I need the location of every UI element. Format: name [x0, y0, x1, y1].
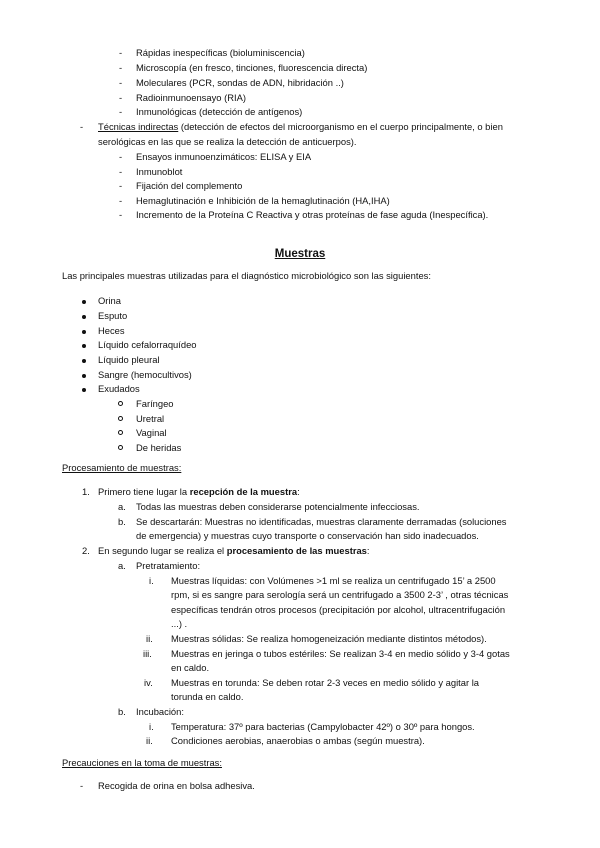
indirect-techniques-line — [98, 121, 503, 133]
sub-list-item: De heridas — [136, 442, 182, 453]
list-item: Ensayos inmunoenzimáticos: ELISA y EIA — [136, 151, 312, 162]
list-item: Exudados — [98, 383, 140, 394]
procesamiento-heading: Procesamiento de muestras: — [62, 462, 182, 473]
list-marker: a. — [118, 560, 126, 571]
dash-marker: - — [119, 166, 123, 177]
list-item: Sangre (hemocultivos) — [98, 369, 192, 380]
step2-a-i-cont: ...) . — [171, 618, 188, 629]
bullet-marker — [82, 388, 86, 392]
step2-text — [98, 545, 370, 557]
step2-a-iv: Muestras en torunda: Se deben rotar 2-3 veces en medio sólido y agitar la — [171, 677, 479, 688]
step1-bold: recepción de la muestra — [189, 486, 298, 497]
indirect-techniques-text: (detección de efectos del microorganismo en el cuerpo principalmente, o bien — [178, 121, 503, 132]
bullet-marker — [82, 300, 86, 304]
circle-marker — [118, 445, 123, 450]
step2-b: Incubación: — [136, 706, 184, 717]
bullet-marker — [82, 330, 86, 334]
list-item: Esputo — [98, 310, 128, 321]
indirect-techniques-text-cont: serológicas en las que se realiza la detección de anticuerpos). — [98, 136, 357, 147]
list-marker: b. — [118, 516, 126, 527]
step2-a: Pretratamiento: — [136, 560, 201, 571]
list-item: Fijación del complemento — [136, 180, 243, 191]
list-item: Inmunoblot — [136, 166, 183, 177]
list-item: Rápidas inespecíficas (bioluminiscencia) — [136, 47, 305, 58]
step1-b-cont: de emergencia) y muestras cuyo transporte o conservación han sido inadecuados. — [136, 530, 479, 541]
step2-a-i-cont: rpm, si es sangre para serología será un centrifugado a 3500 2-3’ , otras técnicas — [171, 589, 509, 600]
list-marker: a. — [118, 501, 126, 512]
list-item: Recogida de orina en bolsa adhesiva. — [98, 780, 255, 791]
circle-marker — [118, 401, 123, 406]
dash-marker: - — [119, 47, 123, 58]
precauciones-heading: Precauciones en la toma de muestras: — [62, 757, 222, 768]
list-marker: ii. — [146, 735, 153, 746]
sub-list-item: Uretral — [136, 413, 165, 424]
step-number: 2. — [82, 545, 90, 556]
dash-marker: - — [80, 121, 84, 132]
step1-a: Todas las muestras deben considerarse potencialmente infecciosas. — [136, 501, 420, 512]
list-item: Heces — [98, 325, 125, 336]
list-item: Líquido cefalorraquídeo — [98, 339, 197, 350]
step2-b-i: Temperatura: 37º para bacterias (Campylobacter 42º) o 30º para hongos. — [171, 721, 475, 732]
step1-text — [98, 486, 300, 498]
list-item: Moleculares (PCR, sondas de ADN, hibridación ..) — [136, 77, 344, 88]
step2-a-iii: Muestras en jeringa o tubos estériles: Se realizan 3-4 en medio sólido y 3-4 gotas — [171, 648, 510, 659]
list-marker: i. — [149, 721, 154, 732]
dash-marker: - — [119, 151, 123, 162]
list-item: Hemaglutinación e Inhibición de la hemaglutinación (HA,IHA) — [136, 195, 390, 206]
dash-marker: - — [119, 209, 123, 220]
step2-bold: procesamiento de las muestras — [226, 545, 367, 556]
dash-marker: - — [119, 106, 123, 117]
step2-a-iii-cont: en caldo. — [171, 662, 210, 673]
sub-list-item: Faríngeo — [136, 398, 174, 409]
list-marker: iv. — [144, 677, 153, 688]
list-item: Líquido pleural — [98, 354, 160, 365]
dash-marker: - — [119, 77, 123, 88]
step2-a-i-cont: específicas tendrán otros procesos (precipitación por alcohol, ultracentrifugación — [171, 604, 506, 615]
bullet-marker — [82, 344, 86, 348]
sub-list-item: Vaginal — [136, 427, 167, 438]
bullet-marker — [82, 315, 86, 319]
list-marker: i. — [149, 575, 154, 586]
step2-a-i: Muestras líquidas: con Volúmenes >1 ml se realiza un centrifugado 15’ a 2500 — [171, 575, 496, 586]
muestras-intro: Las principales muestras utilizadas para el diagnóstico microbiológico son las siguientes: — [62, 270, 431, 281]
dash-marker: - — [119, 195, 123, 206]
step2-a-ii: Muestras sólidas: Se realiza homogeneización mediante distintos métodos). — [171, 633, 487, 644]
circle-marker — [118, 416, 123, 421]
bullet-marker — [82, 374, 86, 378]
dash-marker: - — [119, 180, 123, 191]
step2-b-ii: Condiciones aerobias, anaerobias o ambas (según muestra). — [171, 735, 425, 746]
list-marker: b. — [118, 706, 126, 717]
dash-marker: - — [80, 780, 84, 791]
list-item: Orina — [98, 295, 121, 306]
circle-marker — [118, 430, 123, 435]
step2-post: : — [366, 545, 370, 556]
section-heading-muestras: Muestras — [274, 248, 326, 260]
dash-marker: - — [119, 62, 123, 73]
list-item: Incremento de la Proteína C Reactiva y otras proteínas de fase aguda (Inespecífica). — [136, 209, 489, 220]
list-item: Inmunológicas (detección de antígenos) — [136, 106, 303, 117]
dash-marker: - — [119, 92, 123, 103]
indirect-techniques-label: Técnicas indirectas — [98, 121, 179, 132]
step-number: 1. — [82, 486, 90, 497]
step2-a-iv-cont: torunda en caldo. — [171, 691, 244, 702]
list-marker: ii. — [146, 633, 153, 644]
step1-pre: Primero tiene lugar la — [98, 486, 190, 497]
step2-pre: En segundo lugar se realiza el — [98, 545, 227, 556]
list-marker: iii. — [143, 648, 152, 659]
step1-post: : — [297, 486, 300, 497]
bullet-marker — [82, 359, 86, 363]
list-item: Radioinmunoensayo (RIA) — [136, 92, 246, 103]
list-item: Microscopía (en fresco, tinciones, fluorescencia directa) — [136, 62, 368, 73]
step1-b: Se descartarán: Muestras no identificadas, muestras claramente derramadas (soluciones — [136, 516, 507, 527]
